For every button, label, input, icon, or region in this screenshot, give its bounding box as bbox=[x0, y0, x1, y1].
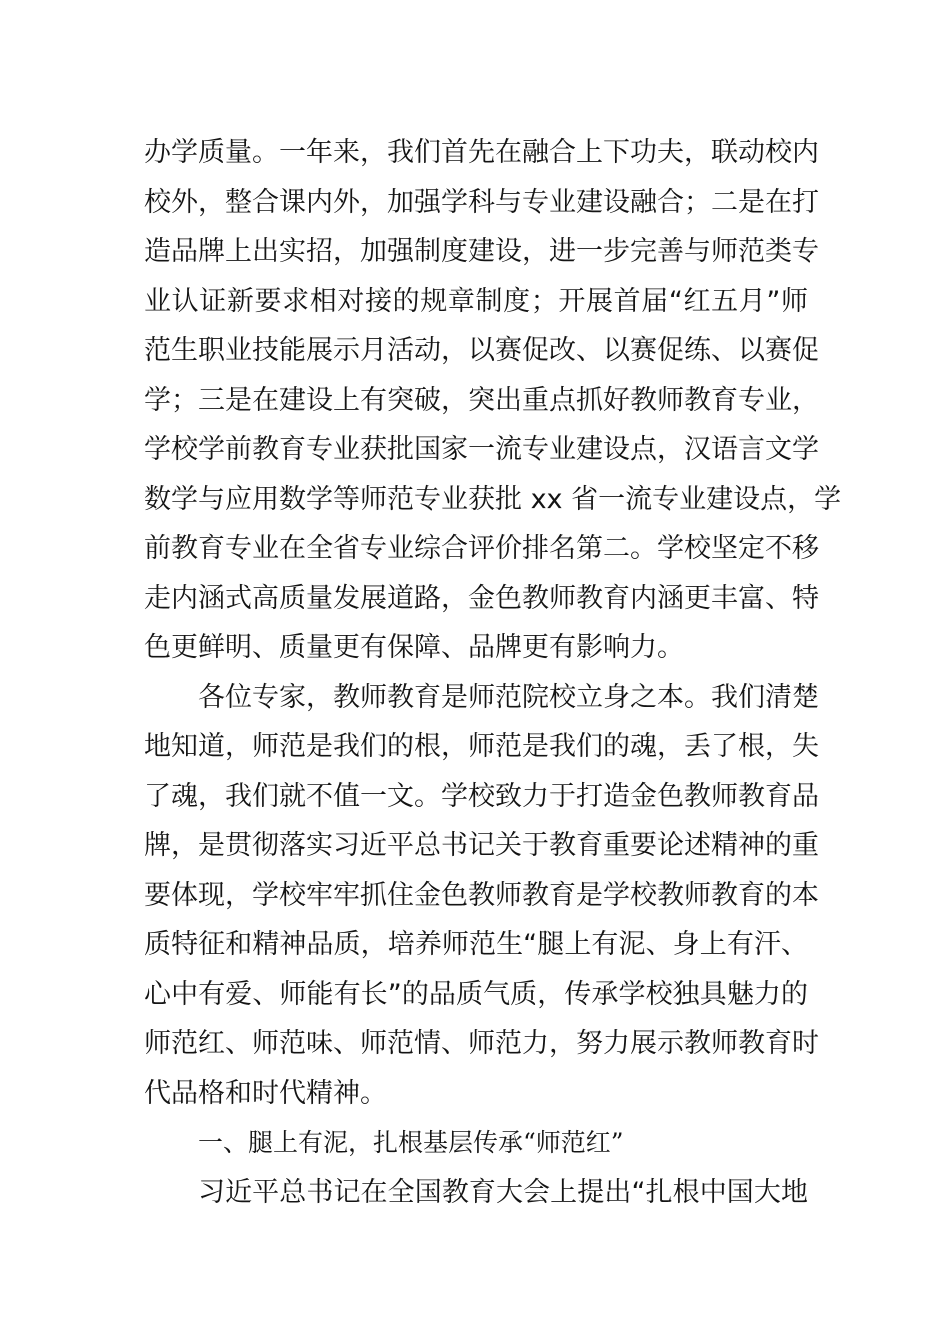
paragraph-1-line-4: 业认证新要求相对接的规章制度；开展首届“红五月”师 bbox=[144, 285, 808, 317]
paragraph-2-line-4: 牌，是贯彻落实习近平总书记关于教育重要论述精神的重 bbox=[144, 830, 819, 861]
paragraph-2-line-9: 代品格和时代精神。 bbox=[144, 1077, 387, 1109]
paragraph-2-line-3: 了魂，我们就不值一文。学校致力于打造金色教师教育品 bbox=[144, 780, 819, 812]
paragraph-1-line-8: 数学与应用数学等师范专业获批 xx 省一流专业建设点，学 bbox=[144, 483, 842, 515]
paragraph-2-line-7: 心中有爱、师能有长”的品质气质，传承学校独具魅力的 bbox=[144, 978, 808, 1010]
paragraph-1-line-6: 学；三是在建设上有突破，突出重点抓好教师教育专业， bbox=[144, 384, 819, 416]
paragraph-2-line-6: 质特征和精神品质，培养师范生“腿上有泥、身上有汗、 bbox=[144, 929, 808, 960]
paragraph-1-line-5: 范生职业技能展示月活动，以赛促改、以赛促练、以赛促 bbox=[144, 335, 819, 366]
paragraph-1-line-2: 校外，整合课内外，加强学科与专业建设融合；二是在打 bbox=[144, 186, 819, 218]
paragraph-2-line-8: 师范红、师范味、师范情、师范力，努力展示教师教育时 bbox=[144, 1028, 819, 1059]
paragraph-3-line-1: 习近平总书记在全国教育大会上提出“扎根中国大地 bbox=[198, 1176, 808, 1208]
paragraph-1-line-9: 前教育专业在全省专业综合评价排名第二。学校坚定不移 bbox=[144, 533, 819, 564]
paragraph-1-line-3: 造品牌上出实招，加强制度建设，进一步完善与师范类专 bbox=[144, 236, 819, 267]
paragraph-2-line-5: 要体现，学校牢牢抓住金色教师教育是学校教师教育的本 bbox=[144, 879, 819, 911]
document-body bbox=[144, 128, 842, 1217]
section-heading: 一、腿上有泥，扎根基层传承“师范红” bbox=[198, 1128, 624, 1157]
paragraph-1-line-11: 色更鲜明、质量更有保障、品牌更有影响力。 bbox=[144, 632, 684, 663]
paragraph-2-line-2: 地知道，师范是我们的根，师范是我们的魂，丢了根，失 bbox=[144, 731, 819, 762]
paragraph-1-line-10: 走内涵式高质量发展道路，金色教师教育内涵更丰富、特 bbox=[144, 582, 819, 614]
paragraph-1-line-7: 学校学前教育专业获批国家一流专业建设点，汉语言文学 bbox=[144, 434, 819, 465]
paragraph-1-line-1: 办学质量。一年来，我们首先在融合上下功夫，联动校内 bbox=[144, 137, 819, 168]
paragraph-2-line-1: 各位专家，教师教育是师范院校立身之本。我们清楚 bbox=[198, 681, 819, 713]
